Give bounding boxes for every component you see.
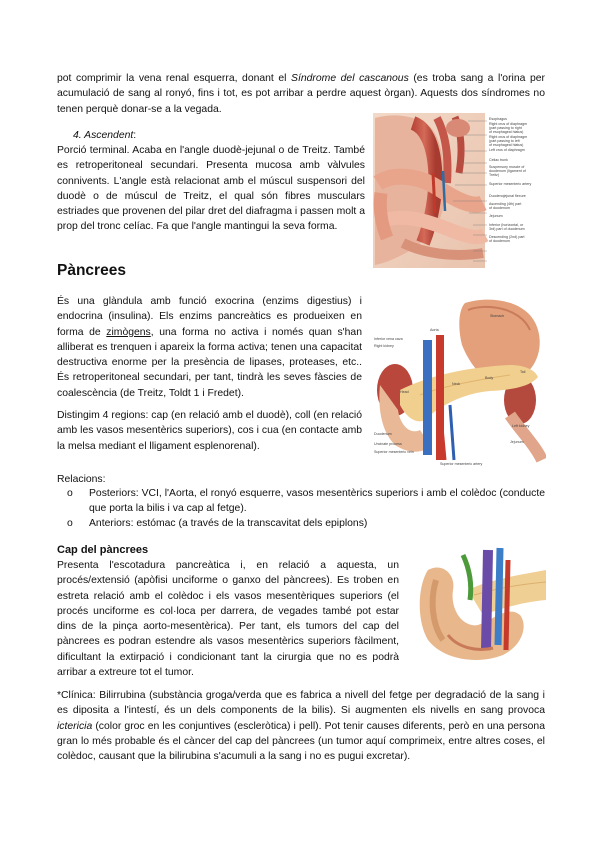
relacions-item xyxy=(57,486,545,516)
figure-label: Left crus of diaphragm xyxy=(489,148,525,152)
pancreas-head-illustration xyxy=(408,540,548,668)
figure-label: (part passing to right xyxy=(489,126,522,130)
pancrees-p1-text-b: , una forma no activa i només quan s'han alliberat es trenquen i apareix la forma activa; tenen una capacitat destructiva enorme per la presència de lipases, proteases, etc.. És retroperitoneal secundari, per tant, tindrà les seves fàscies de coalescència (de Treitz, Toldt 1 i Fredet). xyxy=(57,326,362,399)
figure-label: Neck xyxy=(452,382,461,386)
figure-label: Duodenum xyxy=(374,432,392,436)
figure-label: Right crus of diaphragm xyxy=(489,135,528,139)
figure-label: Head xyxy=(400,390,409,394)
figure-label: 3rd) part of duodenum xyxy=(489,227,525,231)
figure-label: Left kidney xyxy=(512,424,530,428)
zimogens-link[interactable]: zimògens xyxy=(106,326,151,338)
figure-label: Stomach xyxy=(490,314,505,318)
ictericia-term: ictericia xyxy=(57,720,93,732)
cap-pancrees-paragraph: Presenta l'escotadura pancreàtica i, en relació a aquesta, un procés/extensió (apòfisi unciforme o ganxo del pàncrees). Es troben en estreta relació amb el colèdoc i els vasos mesentèriques superiors (el procés unciforme es col·loca per darrera, de vegades també pot estar dins de la pinça aorto-mesentèrica). Per tant, els tumors del cap del pàncrees es podran estendre als vasos mesentèrics superiors fàcilment, dificultant la extirpació i condicionant tant la cirurgia que no es podrà arribar a extreure tot el tumor. xyxy=(57,560,399,679)
pancreas-anatomy-figure xyxy=(370,295,546,470)
figure-label: Esophagus xyxy=(489,117,507,121)
figure-label: Ascending (4th) part xyxy=(489,202,522,206)
ascendent-heading-colon: : xyxy=(133,130,137,141)
figure-label: of esophageal hiatus) xyxy=(489,143,524,147)
figure-label: (part passing to left xyxy=(489,139,520,143)
figure-label: Celiac trunk xyxy=(489,158,508,162)
figure-label: Descending (2nd) part xyxy=(489,235,525,239)
intro-paragraph xyxy=(57,71,545,117)
figure-label: Tail xyxy=(520,370,526,374)
figure-label: Superior mesenteric artery xyxy=(440,462,483,466)
figure-label: Right kidney xyxy=(374,344,394,348)
intro-text-2: (es troba sang a l'orina per acumulació de sang al ronyó, fins i tot, es pot arribar a perdre aquest òrgan). Aquests dos síndromes no tenen perquè donar-se a la vegada. xyxy=(57,73,545,115)
duodenum-figure-labels xyxy=(489,117,532,243)
cap-pancrees-title: Cap del pàncrees xyxy=(57,544,149,556)
figure-label: Jejunum xyxy=(489,214,503,218)
pancrees-p1-text-a: És una glàndula amb funció exocrina (enzims digestius) i endocrina (insulina). Els enzims pancreàtics es produeixen en forma de xyxy=(57,296,362,338)
relacions-list xyxy=(57,486,545,531)
figure-label: Body xyxy=(485,376,494,380)
figure-label: of duodenum xyxy=(489,206,510,210)
figure-label: Inferior vena cava xyxy=(374,337,403,341)
figure-label: Treitz) xyxy=(489,173,500,177)
ascendent-heading-text: 4. Ascendent xyxy=(73,130,134,141)
relacions-item-text: Posteriors: VCI, l'Aorta, el ronyó esquerre, vasos mesentèrics superiors i amb el colèdoc (conducte que porta la bilis i va cap al fetge). xyxy=(89,488,545,514)
bullet-icon: o xyxy=(67,488,73,499)
clinica-paragraph xyxy=(57,688,545,764)
figure-label: of esophageal hiatus) xyxy=(489,130,524,134)
pancrees-paragraph-1 xyxy=(57,294,362,401)
figure-label: Inferior (horizontal, or xyxy=(489,223,524,227)
relacions-item-text: Anteriors: estómac (a través de la transcavitat dels epiplons) xyxy=(89,518,368,529)
figure-label: Superior mesenteric artery xyxy=(489,182,532,186)
intro-text-1: pot comprimir la vena renal esquerra, donant el xyxy=(57,73,292,84)
duodenum-anatomy-illustration xyxy=(373,113,546,268)
figure-label: Superior mesenteric vein xyxy=(374,450,414,454)
figure-label: Aorta xyxy=(430,328,439,332)
figure-label: Duodenojejunal flexure xyxy=(489,194,526,198)
figure-label: Right crus of diaphragm xyxy=(489,122,528,126)
figure-label: duodenum (ligament of xyxy=(489,169,526,173)
figure-label: Uncinate process xyxy=(374,442,402,446)
clinica-text-2: (color groc en les conjuntives (escleròtica) i pell). Pot tenir causes diferents, però en una persona gran lo més probable és el càncer del cap del pàncrees (un tumor aquí comprimeix, entre altres coses, el colèdoc, causant que la bilirubina s'acumuli a la sang i no es pugui excretar). xyxy=(57,720,545,763)
ascendent-heading xyxy=(73,128,273,143)
ascendent-paragraph: Porció terminal. Acaba en l'angle duodè-jejunal o de Treitz. També es retroperitoneal secundari. Presenta mucosa amb vàlvules connivents. L'angle està relacionat amb el múscul suspensori del duodè o de múscul de Treitz, el qual són fibres musculars estriades que provenen del pilar dret del diafragma i passen molt a prop del tronc celíac. Fa que l'angle mantingui la seva forma. xyxy=(57,145,365,233)
bullet-icon: o xyxy=(67,518,73,529)
pancreas-head-figure xyxy=(408,540,548,668)
pancrees-paragraph-2: Distingim 4 regions: cap (en relació amb el duodè), coll (en relació amb les vasos mesentèrics superiors), cos i cua (en contacte amb la melsa mediant el lligament esplenorenal). xyxy=(57,410,362,452)
figure-label: Jejunum xyxy=(510,440,524,444)
clinica-text-1: *Clínica: Bilirrubina (substància groga/verda que es fabrica a nivell del fetge per degradació de la sang i es diposita a l'intestí, és un dels components de la bilis). Si augmenten els nivells en sang provoca xyxy=(57,690,545,717)
pancreas-anatomy-illustration xyxy=(370,295,546,470)
relacions-item xyxy=(57,516,545,531)
intro-syndrome-name: Síndrome del cascanous xyxy=(291,73,409,84)
duodenum-anatomy-figure xyxy=(373,113,546,268)
figure-label: of duodenum xyxy=(489,239,510,243)
pancrees-title: Pàncrees xyxy=(57,262,126,279)
relacions-title: Relacions: xyxy=(57,474,106,485)
figure-label: Suspensory muscle of xyxy=(489,165,525,169)
